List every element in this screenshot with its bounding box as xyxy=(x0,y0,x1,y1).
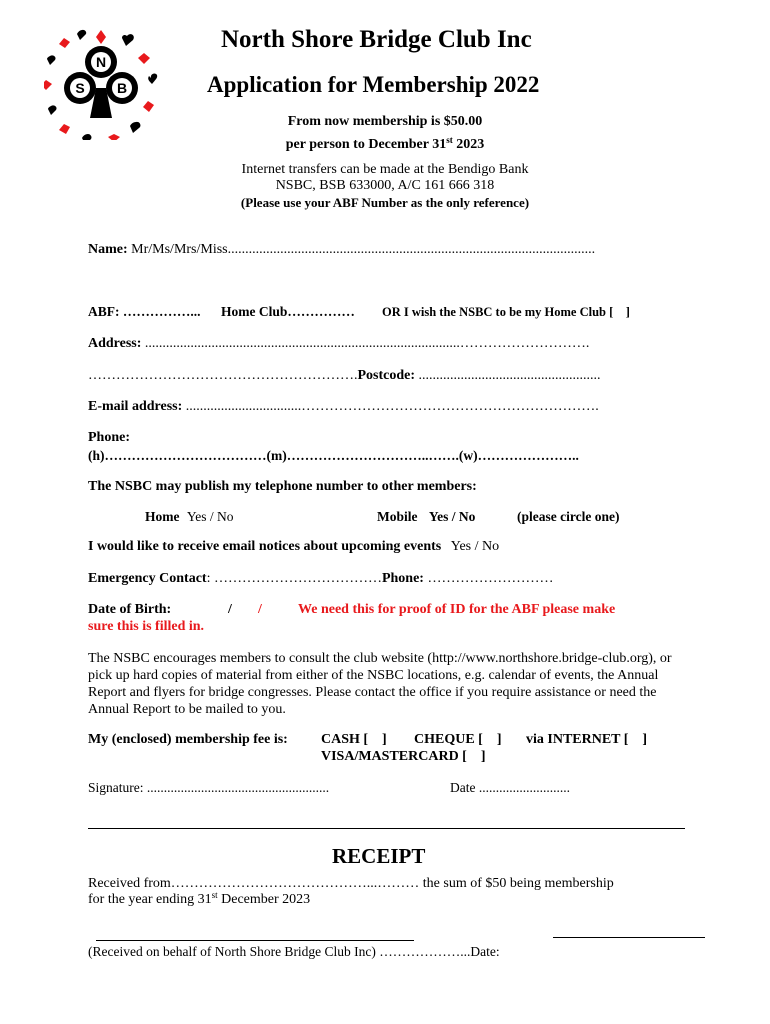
home-phone-label: Home xyxy=(145,509,180,524)
email-field[interactable]: .................................………………………………………………………. xyxy=(185,399,599,414)
home-club-field[interactable]: Home Club…………… xyxy=(221,304,355,319)
date-field[interactable]: Date ........................... xyxy=(450,780,570,795)
email-notice-label: I would like to receive email notices about upcoming events xyxy=(88,539,442,554)
period-post: 2023 xyxy=(452,137,485,152)
transfer-line-1: Internet transfers can be made at the Bendigo Bank xyxy=(241,162,529,177)
year-pre: for the year ending 31 xyxy=(88,892,212,907)
receipt-divider xyxy=(88,828,685,829)
name-field[interactable]: Mr/Ms/Mrs/Miss......................................................................................................... xyxy=(131,242,596,257)
fee-line: From now membership is $50.00 xyxy=(287,114,483,129)
receipt-signature-line xyxy=(96,940,414,941)
reference-note: (Please use your ABF Number as the only reference) xyxy=(240,195,530,210)
year-ending-line xyxy=(88,892,310,908)
postcode-field[interactable]: .................................................... xyxy=(418,368,601,383)
home-phone-options[interactable]: Yes / No xyxy=(186,509,234,524)
emergency-phone-field[interactable]: ……………………… xyxy=(423,571,554,586)
address-label: Address: xyxy=(88,336,142,351)
cash-option[interactable]: CASH [ ] xyxy=(321,732,387,747)
mobile-phone-choice[interactable] xyxy=(377,509,475,525)
signature-field[interactable]: Signature: ...................................................... xyxy=(88,780,330,795)
nsbc-home-club-checkbox[interactable]: [ ] xyxy=(609,305,630,319)
period-line xyxy=(0,137,770,153)
email-notice-row[interactable] xyxy=(88,539,499,555)
email-label: E-mail address: xyxy=(88,399,183,414)
address-field[interactable]: ..........................................................................................………………………. xyxy=(144,336,590,351)
internet-option[interactable]: via INTERNET [ ] xyxy=(526,732,648,747)
period-sup: st xyxy=(446,135,453,145)
dob-slash-1[interactable]: / xyxy=(228,602,232,617)
dob-note-line-1: We need this for proof of ID for the ABF please make xyxy=(298,602,616,617)
logo-letter-s: S xyxy=(75,80,85,96)
postcode-label: Postcode: xyxy=(357,368,416,383)
cheque-option[interactable]: CHEQUE [ ] xyxy=(414,732,502,747)
received-behalf-line: (Received on behalf of North Shore Bridge Club Inc) ………………...Date: xyxy=(88,944,500,959)
dob-slash-2[interactable]: / xyxy=(258,602,262,617)
publish-question: The NSBC may publish my telephone number to other members: xyxy=(88,479,477,494)
period-pre: per person to December 31 xyxy=(285,137,447,152)
nsbc-home-club-label: OR I wish the NSBC to be my Home Club xyxy=(382,305,606,319)
year-sup: st xyxy=(211,890,218,900)
dob-label: Date of Birth: xyxy=(88,602,172,617)
year-post: December 2023 xyxy=(217,892,311,907)
form-title: Application for Membership 2022 xyxy=(207,72,540,97)
mobile-options[interactable]: Yes / No xyxy=(428,509,476,524)
abf-field[interactable]: ABF: ……………... xyxy=(88,304,201,319)
emergency-phone-label: Phone: xyxy=(381,571,424,586)
logo-letter-n: N xyxy=(95,54,107,70)
mobile-label: Mobile xyxy=(377,509,418,524)
receipt-title: RECEIPT xyxy=(332,844,426,868)
emergency-row[interactable] xyxy=(88,571,553,587)
emergency-label: Emergency Contact xyxy=(88,571,207,586)
home-phone-choice[interactable] xyxy=(145,509,234,525)
email-notice-options[interactable]: Yes / No xyxy=(450,539,500,554)
website-paragraph: The NSBC encourages members to consult the club website (http://www.northshore.bridge-club.org), or pick up hard copies of material from either of the NSBC locations, e.g. calendar of events, the Annual Report and flyers for bridge congresses. Please contact the office if you require assistance or need the Annual Report to be mailed to you. xyxy=(88,651,672,717)
address-row[interactable] xyxy=(88,336,589,352)
dob-note-line-2: sure this is filled in. xyxy=(88,619,205,634)
logo-letter-b: B xyxy=(116,80,128,96)
card-option[interactable]: VISA/MASTERCARD [ ] xyxy=(321,749,486,764)
received-from-line[interactable]: Received from……………………………………...……… the sum of $50 being membership xyxy=(88,876,614,891)
name-label: Name: xyxy=(88,242,128,257)
name-row[interactable] xyxy=(88,242,595,258)
phone-label: Phone: xyxy=(88,430,130,445)
circle-note: (please circle one) xyxy=(517,509,620,524)
fee-payment-label: My (enclosed) membership fee is: xyxy=(88,732,288,747)
transfer-line-2: NSBC, BSB 633000, A/C 161 666 318 xyxy=(275,178,495,193)
email-row[interactable] xyxy=(88,399,599,415)
club-name: North Shore Bridge Club Inc xyxy=(221,26,532,53)
receipt-date-line xyxy=(553,937,705,938)
phone-fields[interactable]: (h)………………………………(m)…………………………..…….(w)………………….. xyxy=(88,448,579,463)
nsbc-home-club-option[interactable] xyxy=(382,305,630,320)
address-field-2[interactable]: …………………………………………………. xyxy=(88,368,358,383)
address-postcode-row[interactable] xyxy=(88,368,601,384)
emergency-field[interactable]: : ……………………………… xyxy=(206,571,382,586)
